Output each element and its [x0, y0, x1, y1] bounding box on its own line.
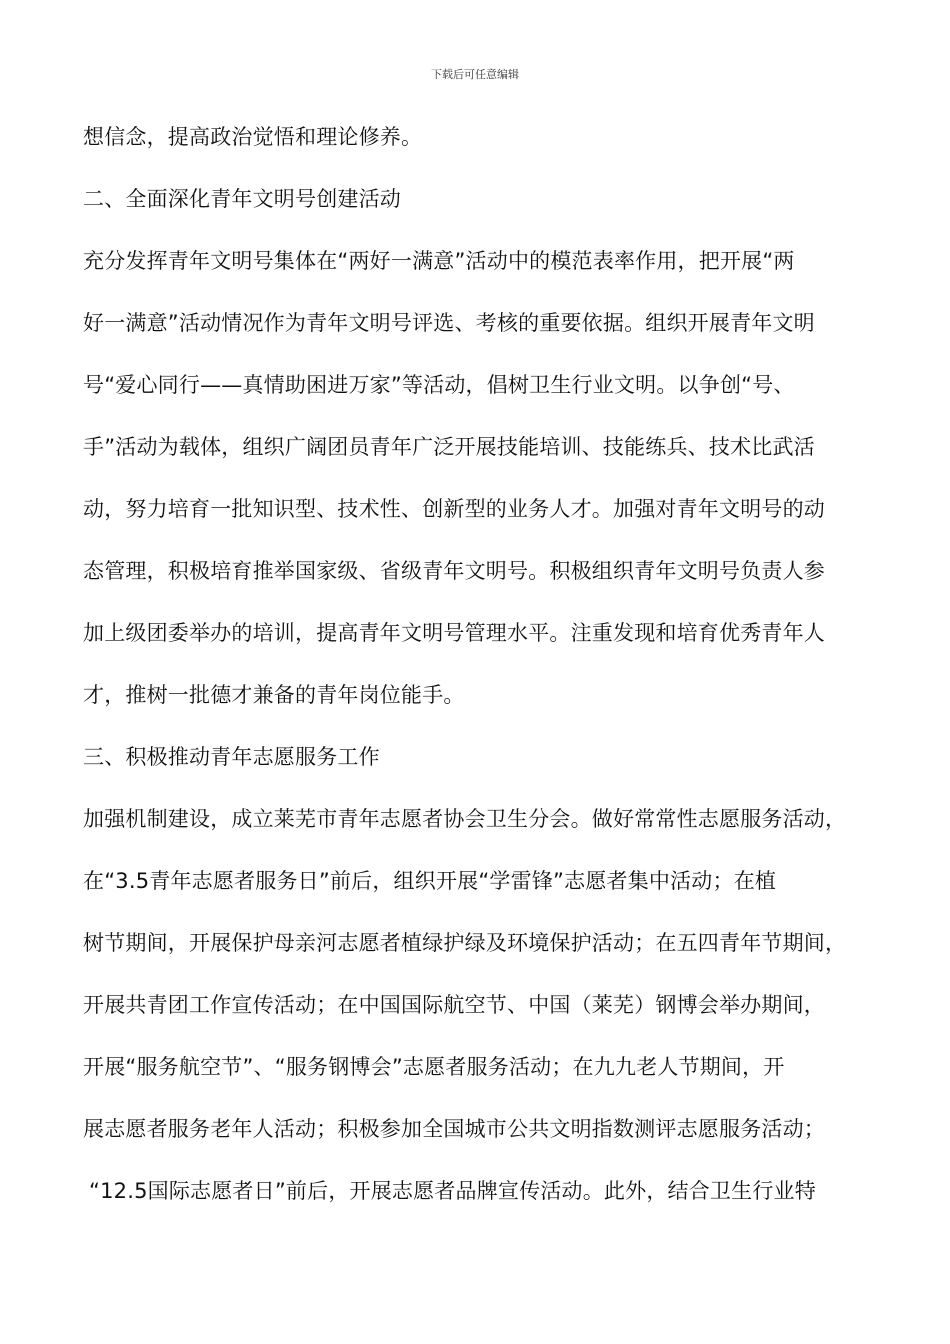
section-heading: 二、全面深化青年文明号创建活动 [83, 187, 401, 211]
body-line: 态管理，积极培育推举国家级、省级青年文明号。积极组织青年文明号负责人参 [83, 559, 825, 583]
body-line: 开展共青团工作宣传活动；在中国国际航空节、中国（莱芜）钢博会举办期间， [83, 993, 825, 1017]
document-body [83, 116, 878, 1232]
body-line: 手”活动为载体，组织广阔团员青年广泛开展技能培训、技能练兵、技术比武活 [83, 435, 815, 459]
body-line: 加强机制建设，成立莱芜市青年志愿者协会卫生分会。做好常常性志愿服务活动， [83, 807, 847, 831]
body-line: “12.5国际志愿者日”前后，开展志愿者品牌宣传活动。此外，结合卫生行业特 [89, 1179, 816, 1203]
body-line: 在“3.5青年志愿者服务日”前后，组织开展“学雷锋”志愿者集中活动；在植 [83, 869, 777, 893]
body-line: 号“爱心同行——真情助困进万家”等活动，倡树卫生行业文明。以争创“号、 [83, 373, 795, 397]
body-line: 想信念，提高政治觉悟和理论修养。 [83, 125, 423, 149]
body-line: 充分发挥青年文明号集体在“两好一满意”活动中的模范表率作用，把开展“两 [83, 249, 795, 273]
body-line: 展志愿者服务老年人活动；积极参加全国城市公共文明指数测评志愿服务活动； [83, 1117, 825, 1141]
body-line: 动，努力培育一批知识型、技术性、创新型的业务人才。加强对青年文明号的动 [83, 497, 825, 521]
section-heading: 三、积极推动青年志愿服务工作 [83, 745, 380, 769]
body-line: 才，推树一批德才兼备的青年岗位能手。 [83, 683, 465, 707]
body-line: 加上级团委举办的培训，提高青年文明号管理水平。注重发现和培育优秀青年人 [83, 621, 825, 645]
body-line: 开展“服务航空节”、“服务钢博会”志愿者服务活动；在九九老人节期间，开 [83, 1055, 785, 1079]
page-header: 下载后可任意编辑 [431, 68, 519, 81]
body-line: 好一满意”活动情况作为青年文明号评选、考核的重要依据。组织开展青年文明 [83, 311, 815, 335]
body-line: 树节期间，开展保护母亲河志愿者植绿护绿及环境保护活动；在五四青年节期间， [83, 931, 847, 955]
